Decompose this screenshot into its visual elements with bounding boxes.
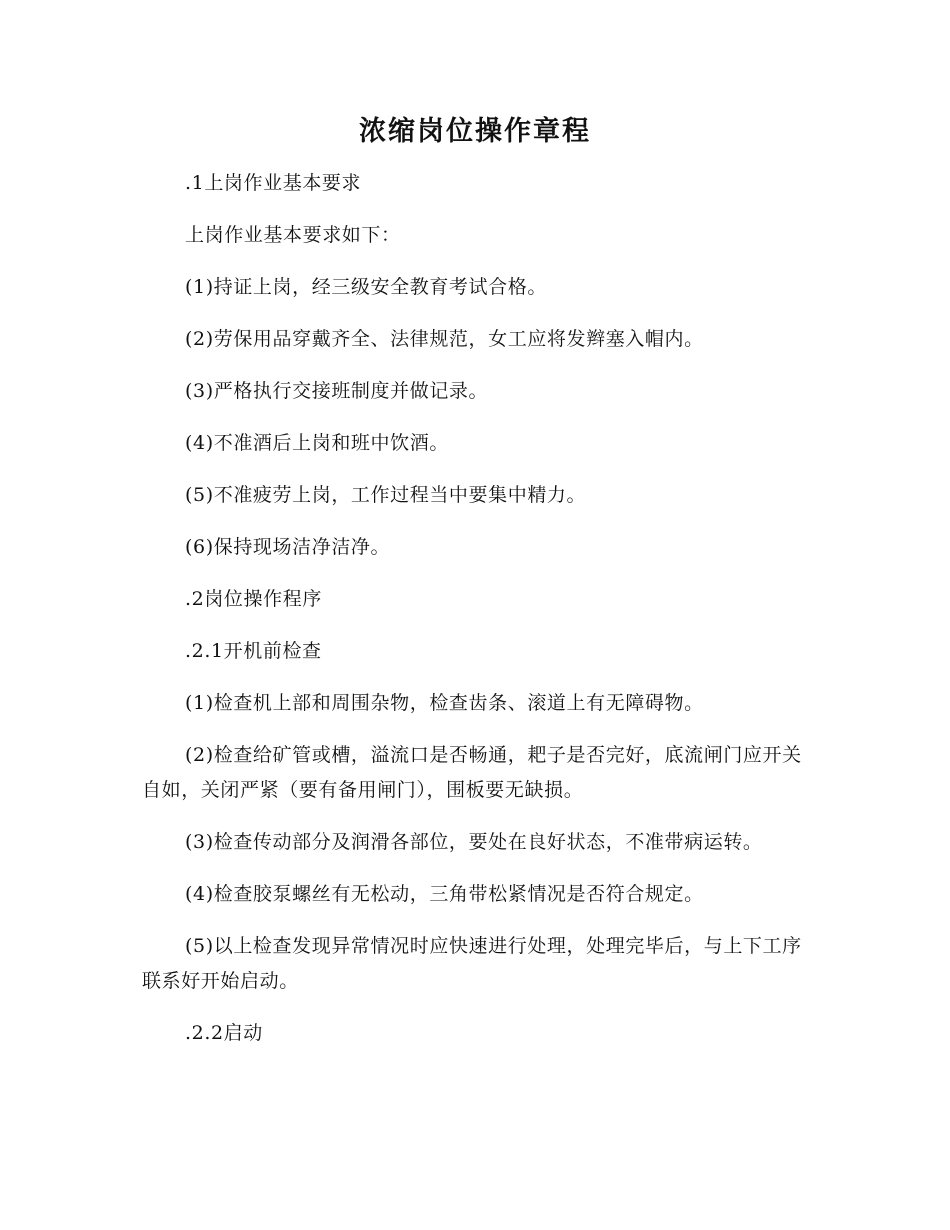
paragraph-intro: 上岗作业基本要求如下： <box>185 224 401 246</box>
paragraph-item-4: (4)不准酒后上岗和班中饮酒。 <box>185 432 449 454</box>
paragraph-item-2: (2)劳保用品穿戴齐全、法律规范，女工应将发辫塞入帽内。 <box>185 328 704 350</box>
paragraph-item-6: (6)保持现场洁净洁净。 <box>185 536 391 558</box>
paragraph-item-3: (3)严格执行交接班制度并做记录。 <box>185 380 489 402</box>
paragraph-section-1: .1上岗作业基本要求 <box>185 172 362 194</box>
paragraph-section-2-2: .2.2启动 <box>185 1022 263 1044</box>
paragraph-item-1: (1)持证上岗，经三级安全教育考试合格。 <box>185 276 547 298</box>
paragraph-section-2-1: .2.1开机前检查 <box>185 640 322 662</box>
paragraph-item-5: (5)不准疲劳上岗，工作过程当中要集中精力。 <box>185 484 587 506</box>
paragraph-check-4: (4)检查胶泵螺丝有无松动，三角带松紧情况是否符合规定。 <box>185 883 704 905</box>
paragraph-check-1: (1)检查机上部和周围杂物，检查齿条、滚道上有无障碍物。 <box>185 692 704 714</box>
paragraph-check-2: (2)检查给矿管或槽，溢流口是否畅通，耙子是否完好，底流闸门应开关自如，关闭严紧（要有备用闸门），围板要无缺损。 <box>142 744 802 801</box>
paragraph-section-2: .2岗位操作程序 <box>185 588 322 610</box>
document-body <box>142 166 808 1068</box>
paragraph-check-3: (3)检查传动部分及润滑各部位，要处在良好状态，不准带病运转。 <box>185 831 763 853</box>
paragraph-check-5: (5)以上检查发现异常情况时应快速进行处理，处理完毕后，与上下工序联系好开始启动。 <box>142 935 802 992</box>
document-title: 浓缩岗位操作章程 <box>359 116 591 147</box>
